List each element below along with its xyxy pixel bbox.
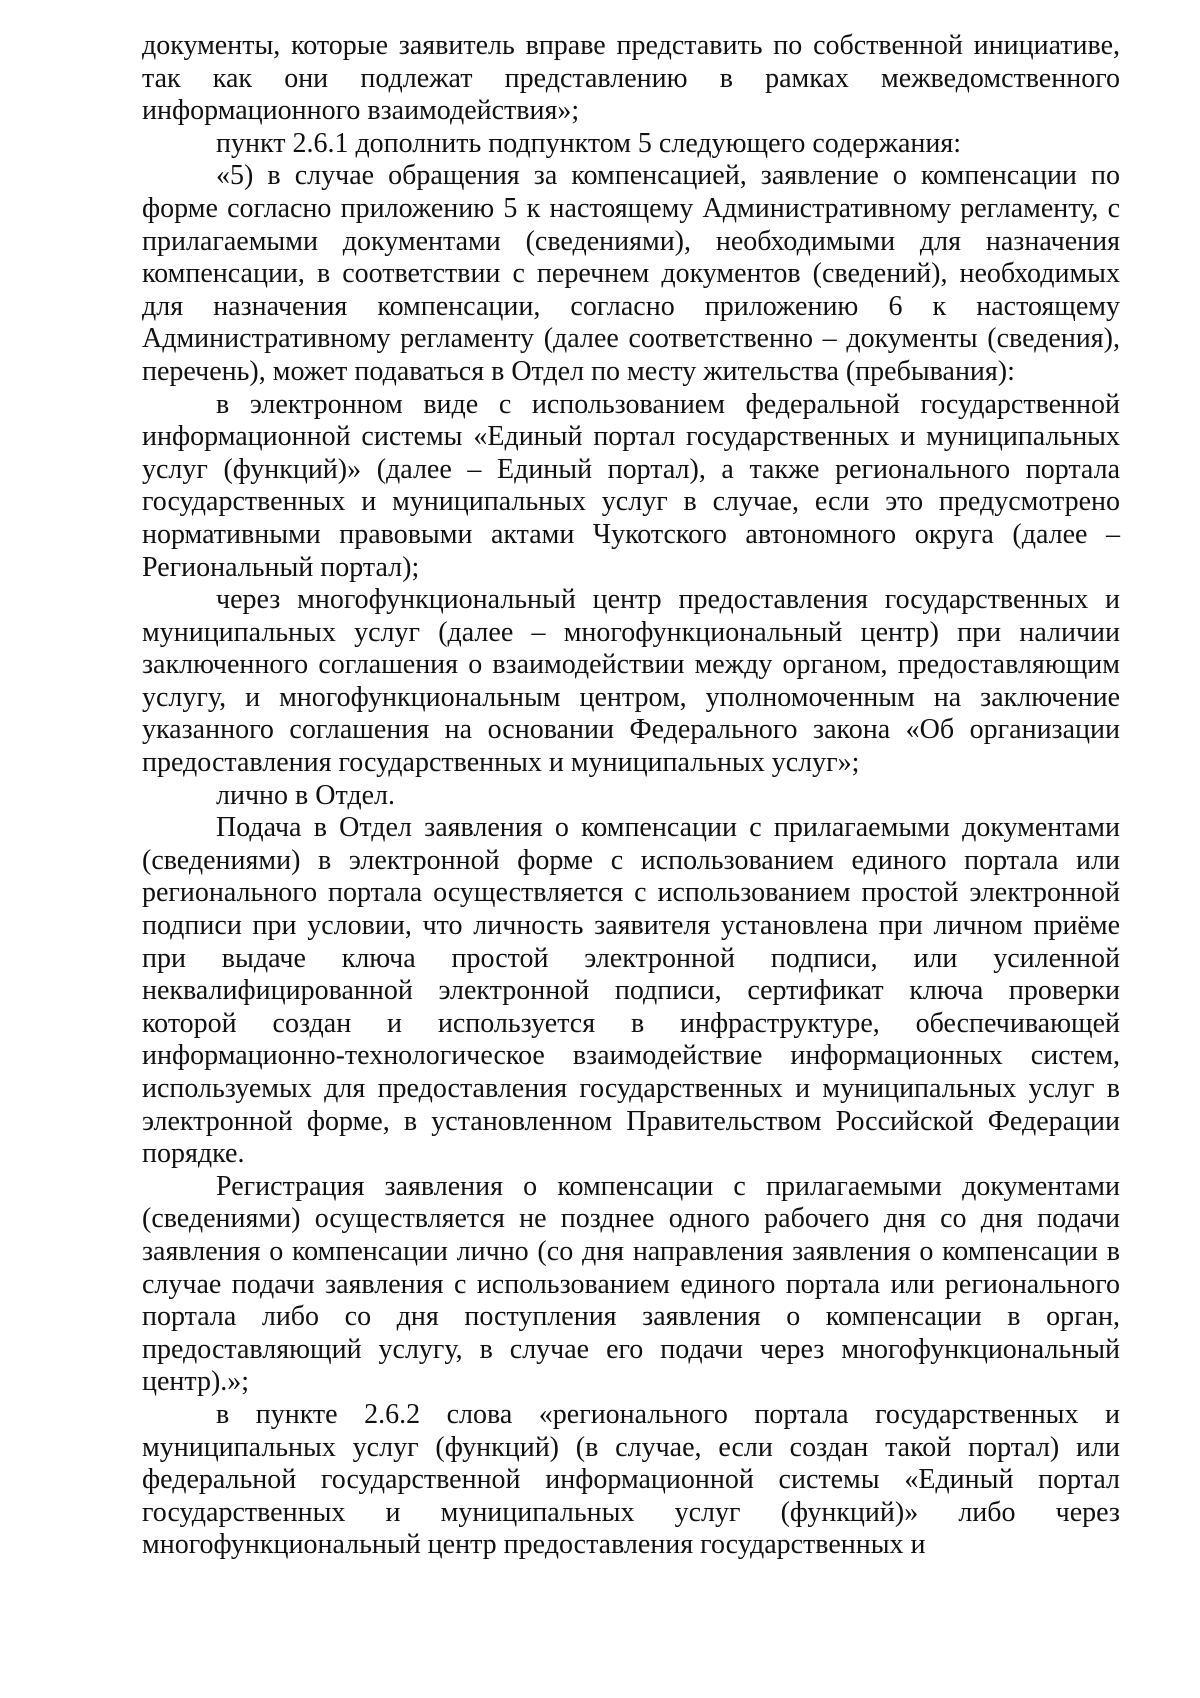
document-page xyxy=(142,30,1120,1562)
paragraph-subpoint-5: «5) в случае обращения за компенсацией, заявление о компенсации по форме согласно приложению 5 к настоящему Административному регламенту, с прилагаемыми документами (сведениями), необходимыми для назначения компенсации, в соответствии с перечнем документов (сведений), необходимых для назначения компенсации, согласно приложению 6 к настоящему Административному регламенту (далее соответственно – документы (сведения), перечень), может подаваться в Отдел по месту жительства (пребывания): xyxy=(142,160,1120,387)
paragraph-point-2-6-2: в пункте 2.6.2 слова «регионального портала государственных и муниципальных услуг (функций) (в случае, если создан такой портал) или федеральной государственной информационной системы «Единый портал государственных и муниципальных услуг (функций)» либо через многофункциональный центр предоставления государственных и xyxy=(142,1398,1120,1561)
paragraph-electronic-signature: Подача в Отдел заявления о компенсации с прилагаемыми документами (сведениями) в электронной форме с использованием единого портала или регионального портала осуществляется с использованием простой электронной подписи при условии, что личность заявителя установлена при личном приёме при выдаче ключа простой электронной подписи, или усиленной неквалифицированной электронной подписи, сертификат ключа проверки которой создан и используется в инфраструктуре, обеспечивающей информационно-технологическое взаимодействие информационных систем, используемых для предоставления государственных и муниципальных услуг в электронной форме, в установленном Правительством Российской Федерации порядке. xyxy=(142,812,1120,1170)
paragraph-electronic-form: в электронном виде с использованием федеральной государственной информационной системы «Единый портал государственных и муниципальных услуг (функций)» (далее – Единый портал), а также регионального портала государственных и муниципальных услуг в случае, если это предусмотрено нормативными правовыми актами Чукотского автономного округа (далее – Региональный портал); xyxy=(142,388,1120,583)
paragraph-point-2-6-1: пункт 2.6.1 дополнить подпунктом 5 следующего содержания: xyxy=(216,127,962,159)
paragraph-continuation: документы, которые заявитель вправе представить по собственной инициативе, так как они подлежат представлению в рамках межведомственного информационного взаимодействия»; xyxy=(142,30,1120,127)
paragraph-mfc: через многофункциональный центр предоставления государственных и муниципальных услуг (далее – многофункциональный центр) при наличии заключенного соглашения о взаимодействии между органом, предоставляющим услугу, и многофункциональным центром, уполномоченным на заключение указанного соглашения на основании Федерального закона «Об организации предоставления государственных и муниципальных услуг»; xyxy=(142,584,1120,779)
paragraph-registration: Регистрация заявления о компенсации с прилагаемыми документами (сведениями) осуществляется не позднее одного рабочего дня со дня подачи заявления о компенсации лично (со дня направления заявления о компенсации в случае подачи заявления с использованием единого портала или регионального портала либо со дня поступления заявления о компенсации в орган, предоставляющий услугу, в случае его подачи через многофункциональный центр).»; xyxy=(142,1170,1120,1398)
paragraph-in-person: лично в Отдел. xyxy=(216,779,395,811)
